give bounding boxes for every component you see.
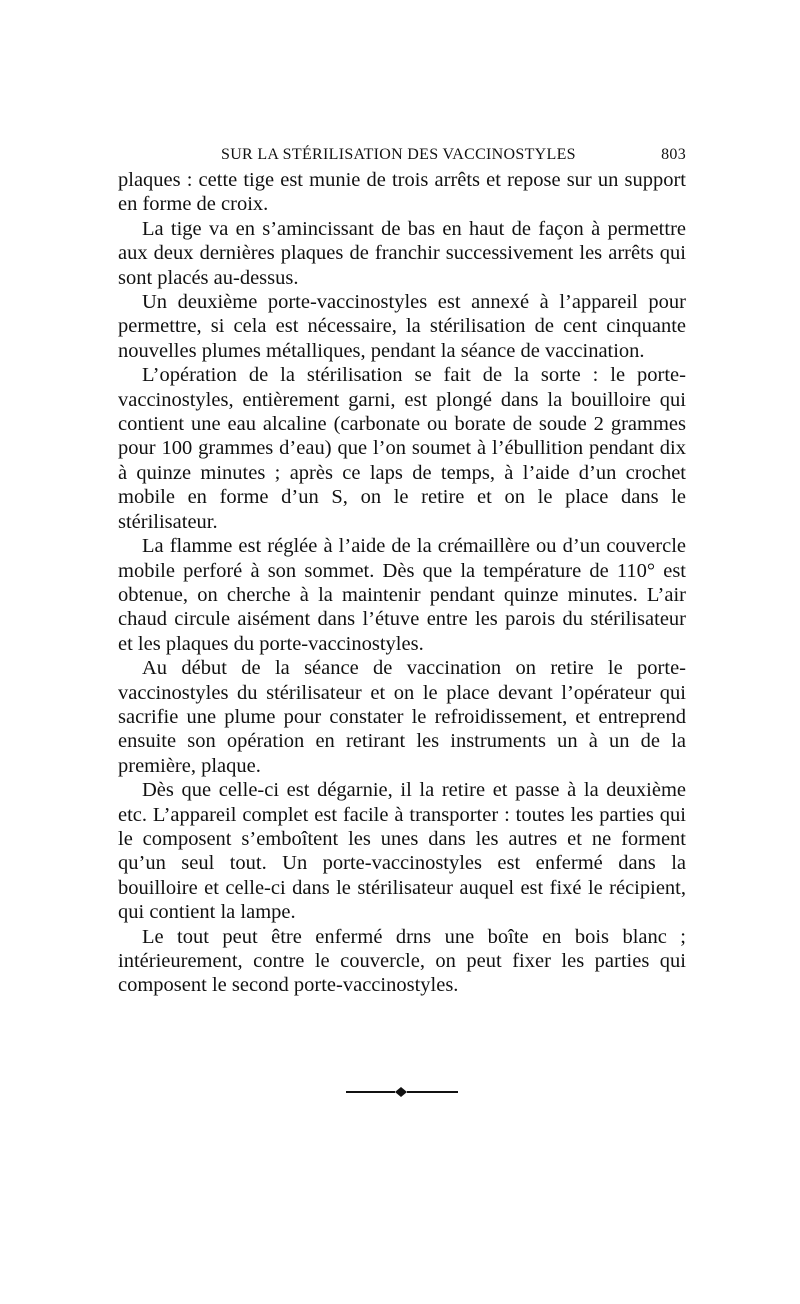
page-number: 803 <box>661 146 686 163</box>
running-head <box>118 138 686 168</box>
paragraph-5: La flamme est réglée à l’aide de la crémaillère ou d’un couvercle mobile perforé à son sommet. Dès que la température de 110° est obtenue, on cherche à la maintenir pendant quinze minutes. L’air chaud circule aisément dans l’étuve entre les parois du stérilisateur et les plaques du porte-vaccinostyles. <box>118 535 686 655</box>
paragraph-8: Le tout peut être enfermé drns une boîte en bois blanc ; intérieurement, contre le couvercle, on peut fixer les parties qui composent le second porte-vaccinostyles. <box>118 925 686 997</box>
paragraph-3: Un deuxième porte-vaccinostyles est annexé à l’appareil pour permettre, si cela est nécessaire, la stérilisation de cent cinquante nouvelles plumes métalliques, pendant la séance de vaccination. <box>118 291 686 362</box>
paragraph-4: L’opération de la stérilisation se fait de la sorte : le porte-vaccinostyles, entièrement garni, est plongé dans la bouilloire qui contient une eau alcaline (carbonate ou borate de soude 2 grammes pour 100 grammes d’eau) que l’on soumet à l’ébullition pendant dix à quinze minutes ; après ce laps de temps, à l’aide d’un crochet mobile en forme d’un S, on le retire et on le place dans le stérilisateur. <box>118 364 686 533</box>
paragraph-1: plaques : cette tige est munie de trois arrêts et repose sur un support en forme de croix. <box>118 169 686 216</box>
running-title: SUR LA STÉRILISATION DES VACCINOSTYLES <box>221 146 576 163</box>
book-page <box>118 138 686 998</box>
paragraph-7: Dès que celle-ci est dégarnie, il la retire et passe à la deuxième etc. L’appareil complet est facile à transporter : toutes les parties qui le composent s’emboîtent les unes dans les autres et ne forment qu’un seul tout. Un porte-vaccinostyles est enfermé dans la bouilloire et celle-ci dans le stérilisateur auquel est fixé le récipient, qui contient la lampe. <box>118 779 686 924</box>
rule-with-diamond-icon <box>346 1084 458 1100</box>
paragraph-6: Au début de la séance de vaccination on retire le porte-vaccinostyles du stérilisateur et on le place devant l’opérateur qui sacrifie une plume pour constater le refroidissement, et entreprend ensuite son opération en retirant les instruments un à un de la première, plaque. <box>118 657 686 777</box>
body-text <box>118 168 686 998</box>
paragraph-2: La tige va en s’amincissant de bas en haut de façon à permettre aux deux dernières plaques de franchir successivement les arrêts qui sont placés au-dessus. <box>118 217 686 289</box>
